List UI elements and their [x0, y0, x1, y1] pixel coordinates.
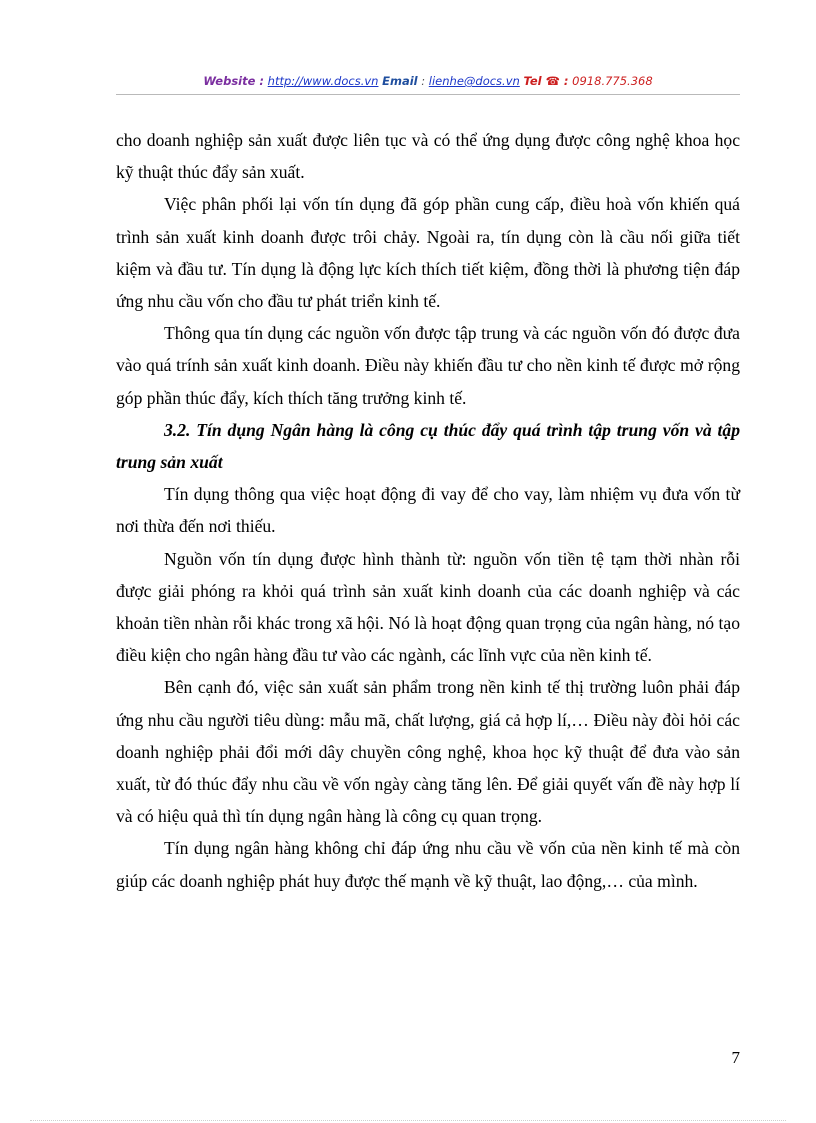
tel-label: Tel ☎ : — [523, 74, 569, 88]
paragraph: Tín dụng thông qua việc hoạt động đi vay để cho vay, làm nhiệm vụ đưa vốn từ nơi thừa đến nơi thiếu. — [116, 484, 740, 537]
page-header — [116, 74, 740, 94]
document-body — [116, 124, 740, 897]
paragraph: Thông qua tín dụng các nguồn vốn được tập trung và các nguồn vốn đó được đưa vào quá trính sản xuất kinh doanh. Điều này khiến đầu tư cho nền kinh tế được mở rộng góp phần thúc đẩy, kích thích tăng trưởng kinh tế. — [116, 323, 740, 408]
header-divider — [116, 94, 740, 95]
paragraph: Nguồn vốn tín dụng được hình thành từ: nguồn vốn tiền tệ tạm thời nhàn rỗi được giải phóng ra khỏi quá trình sản xuất kinh doanh của các doanh nghiệp và các khoản tiền nhàn rỗi khác trong xã hội. Nó là hoạt động quan trọng của ngân hàng, nó tạo điều kiện cho ngân hàng đầu tư vào các ngành, các lĩnh vực của nền kinh tế. — [116, 548, 740, 666]
website-label: Website : — [203, 74, 265, 88]
page-number: 7 — [731, 1048, 740, 1067]
section-heading: 3.2. Tín dụng Ngân hàng là công cụ thúc đẩy quá trình tập trung vốn và tập trung sản xuất — [116, 419, 740, 473]
paragraph: Tín dụng ngân hàng không chỉ đáp ứng nhu cầu về vốn của nền kinh tế mà còn giúp các doanh nghiệp phát huy được thế mạnh về kỹ thuật, lao động,… của mình. — [116, 838, 740, 891]
paragraph-continuation: cho doanh nghiệp sản xuất được liên tục và có thể ứng dụng được công nghệ khoa học kỹ thuật thúc đẩy sản xuất. — [116, 130, 740, 183]
email-separator: : — [421, 74, 426, 88]
page-bottom-border — [30, 1120, 786, 1121]
email-link[interactable]: lienhe@docs.vn — [428, 74, 520, 88]
paragraph: Việc phân phối lại vốn tín dụng đã góp phần cung cấp, điều hoà vốn khiến quá trình sản xuất kinh doanh được trôi chảy. Ngoài ra, tín dụng còn là cầu nối giữa tiết kiệm và đầu tư. Tín dụng là động lực kích thích tiết kiệm, đồng thời là phương tiện đáp ứng nhu cầu vốn cho đầu tư phát triển kinh tế. — [116, 194, 740, 312]
tel-value: 0918.775.368 — [572, 74, 653, 88]
website-link[interactable]: http://www.docs.vn — [267, 74, 379, 88]
paragraph: Bên cạnh đó, việc sản xuất sản phẩm trong nền kinh tế thị trường luôn phải đáp ứng nhu cầu người tiêu dùng: mẫu mã, chất lượng, giá cả hợp lí,… Điều này đòi hỏi các doanh nghiệp phải đổi mới dây chuyền công nghệ, khoa học kỹ thuật để đưa vào sản xuất, từ đó thúc đẩy nhu cầu về vốn ngày càng tăng lên. Để giải quyết vấn đề này hợp lí và có hiệu quả thì tín dụng ngân hàng là công cụ quan trọng. — [116, 677, 740, 827]
email-label: Email — [382, 74, 418, 88]
